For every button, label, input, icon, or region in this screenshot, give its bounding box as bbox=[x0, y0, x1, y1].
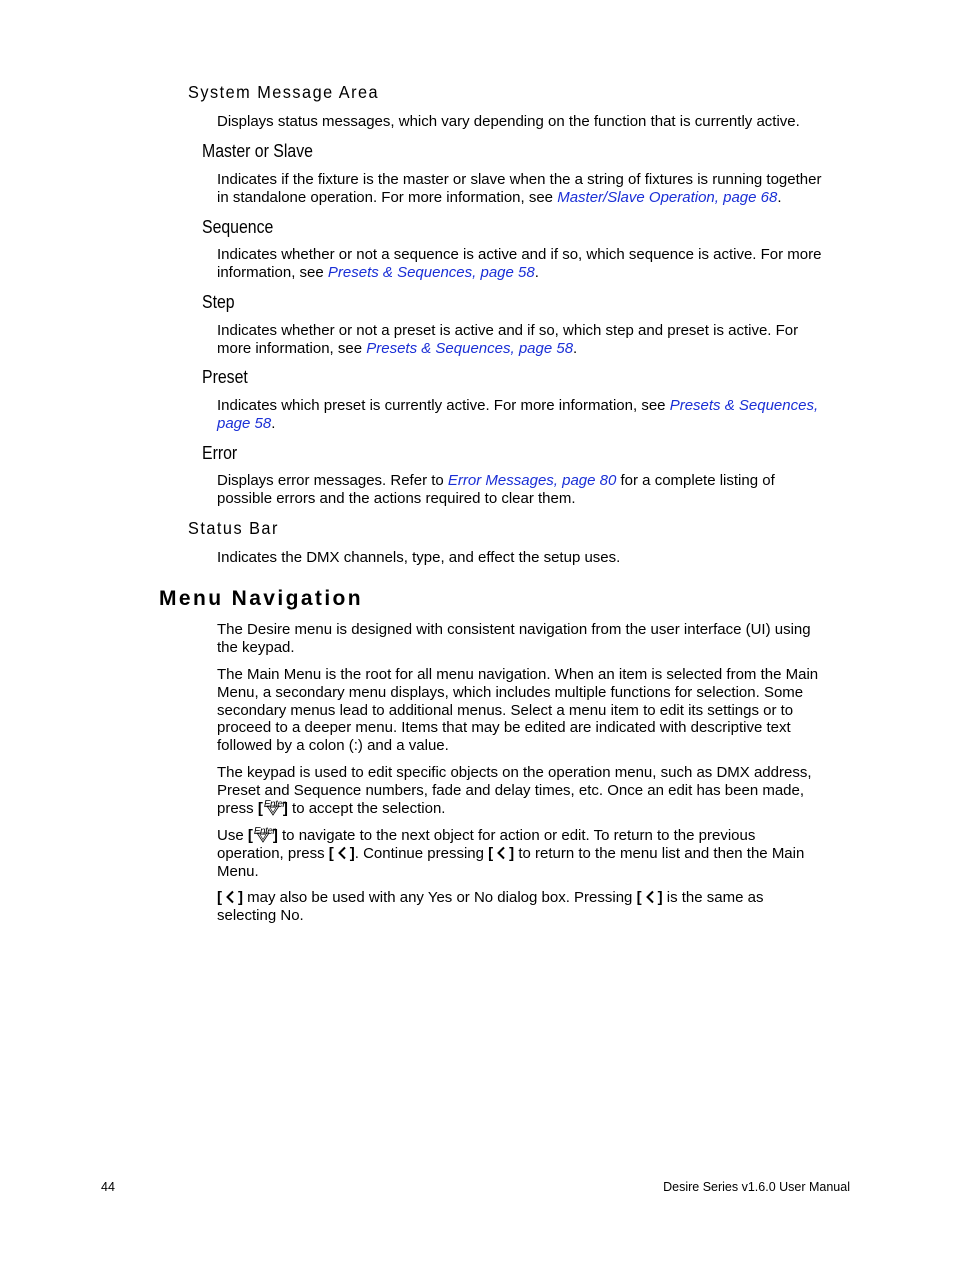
link-error-messages[interactable]: Error Messages, page 80 bbox=[447, 472, 617, 489]
text-line: Use bbox=[217, 827, 248, 844]
text-line: selecting No. bbox=[217, 906, 304, 924]
step-line1: Indicates whether or not a preset is active and if so, which step and preset is active. For bbox=[217, 322, 799, 339]
page-number: 44 bbox=[101, 1180, 115, 1194]
chevron-left-icon bbox=[645, 890, 655, 904]
heading-preset: Preset bbox=[202, 367, 248, 387]
sequence-text bbox=[217, 246, 853, 282]
error-text bbox=[217, 472, 853, 508]
heading-master-or-slave: Master or Slave bbox=[202, 141, 313, 161]
text-line: Menu. bbox=[217, 862, 259, 880]
chevron-left-icon bbox=[225, 890, 235, 904]
heading-error: Error bbox=[202, 443, 238, 463]
status-bar-text: Indicates the DMX channels, type, and effect the setup uses. bbox=[217, 549, 621, 566]
step-text bbox=[217, 322, 853, 358]
menu-nav-para2 bbox=[217, 666, 853, 755]
menu-nav-para4 bbox=[217, 827, 853, 880]
enter-key-icon bbox=[263, 798, 286, 816]
open-bracket: [ bbox=[247, 827, 253, 844]
enter-key-icon bbox=[253, 826, 276, 843]
text-line: operation, press bbox=[217, 844, 329, 862]
back-key bbox=[329, 845, 355, 862]
system-message-area-text: Displays status messages, which vary depending on the function that is currently active. bbox=[217, 113, 800, 130]
close-bracket: ] bbox=[272, 827, 278, 844]
enter-key bbox=[248, 827, 278, 844]
text-line: Menu, a secondary menu displays, which includes multiple functions for selection. Some bbox=[217, 683, 804, 701]
link-presets-sequences-page[interactable]: page 58 bbox=[217, 414, 272, 432]
link-presets-sequences[interactable]: Presets & Sequences, bbox=[669, 397, 819, 414]
period: . bbox=[573, 339, 578, 357]
master-or-slave-text bbox=[217, 171, 853, 207]
text-line: the keypad. bbox=[217, 638, 295, 656]
text-line: proceed to a deeper menu. Items that may be edited are indicated with descriptive text bbox=[217, 719, 791, 737]
period: . bbox=[777, 188, 782, 206]
error-line1: Displays error messages. Refer to bbox=[217, 472, 448, 489]
close-bracket: ] bbox=[657, 889, 663, 906]
close-bracket: ] bbox=[282, 799, 288, 817]
menu-nav-para1 bbox=[217, 621, 853, 657]
close-bracket: ] bbox=[238, 889, 243, 906]
chevron-left-icon bbox=[337, 846, 347, 860]
error-line1-post: for a complete listing of bbox=[616, 472, 775, 489]
enter-key-label: Enter bbox=[263, 798, 286, 810]
close-bracket: ] bbox=[509, 844, 515, 862]
heading-sequence: Sequence bbox=[202, 217, 274, 237]
text-line: may also be used with any Yes or No dialog box. Pressing bbox=[243, 889, 637, 906]
open-bracket: [ bbox=[488, 844, 494, 862]
chevron-left-icon bbox=[496, 846, 506, 860]
close-bracket: ] bbox=[349, 844, 355, 862]
text-line: secondary menus lead to additional menus. Select a menu item to edit its settings or to bbox=[217, 701, 794, 719]
sequence-line1: Indicates whether or not a sequence is active and if so, which sequence is active. For more bbox=[217, 246, 822, 263]
sequence-line2: information, see bbox=[217, 263, 328, 281]
text-line: press bbox=[217, 799, 258, 817]
period: . bbox=[534, 263, 539, 281]
error-line2: possible errors and the actions required to clear them. bbox=[217, 489, 576, 507]
text-line: to navigate to the next object for action or edit. To return to the previous bbox=[277, 827, 756, 844]
preset-text bbox=[217, 397, 853, 433]
manual-title: Desire Series v1.6.0 User Manual bbox=[663, 1180, 850, 1194]
heading-status-bar: Status Bar bbox=[188, 518, 279, 538]
back-key bbox=[217, 889, 243, 906]
period: . bbox=[271, 414, 276, 432]
open-bracket: [ bbox=[257, 799, 263, 817]
text-line: The Main Menu is the root for all menu navigation. When an item is selected from the Main bbox=[217, 666, 819, 683]
heading-step: Step bbox=[202, 292, 235, 312]
back-key bbox=[488, 845, 514, 862]
link-master-slave-operation[interactable]: Master/Slave Operation, page 68 bbox=[557, 188, 778, 206]
heading-system-message-area: System Message Area bbox=[188, 82, 380, 102]
text-line: The Desire menu is designed with consistent navigation from the user interface (UI) using bbox=[217, 621, 811, 638]
open-bracket: [ bbox=[328, 844, 334, 862]
text-line: Preset and Sequence numbers, fade and delay times, etc. Once an edit has been made, bbox=[217, 781, 805, 799]
preset-line1: Indicates which preset is currently active. For more information, see bbox=[217, 397, 670, 414]
back-key bbox=[637, 889, 663, 906]
master-or-slave-line2: in standalone operation. For more information, see bbox=[217, 188, 558, 206]
text-line: The keypad is used to edit specific objects on the operation menu, such as DMX address, bbox=[217, 764, 812, 781]
text-line: to accept the selection. bbox=[287, 799, 446, 817]
open-bracket: [ bbox=[217, 889, 222, 906]
link-presets-sequences[interactable]: Presets & Sequences, page 58 bbox=[327, 263, 535, 281]
link-presets-sequences[interactable]: Presets & Sequences, page 58 bbox=[366, 339, 574, 357]
open-bracket: [ bbox=[636, 889, 642, 906]
text-line: . Continue pressing bbox=[354, 844, 489, 862]
enter-key bbox=[258, 800, 288, 817]
text-line: to return to the menu list and then the Main bbox=[514, 844, 805, 862]
text-line: is the same as bbox=[662, 889, 764, 906]
master-or-slave-line1: Indicates if the fixture is the master or slave when the a string of fixtures is running together bbox=[217, 171, 822, 188]
step-line2: more information, see bbox=[217, 339, 367, 357]
heading-menu-navigation: Menu Navigation bbox=[159, 587, 364, 610]
menu-nav-para5 bbox=[217, 889, 853, 925]
enter-key-label: Enter bbox=[253, 826, 276, 837]
menu-nav-para3 bbox=[217, 764, 853, 817]
text-line: followed by a colon (:) and a value. bbox=[217, 737, 449, 755]
